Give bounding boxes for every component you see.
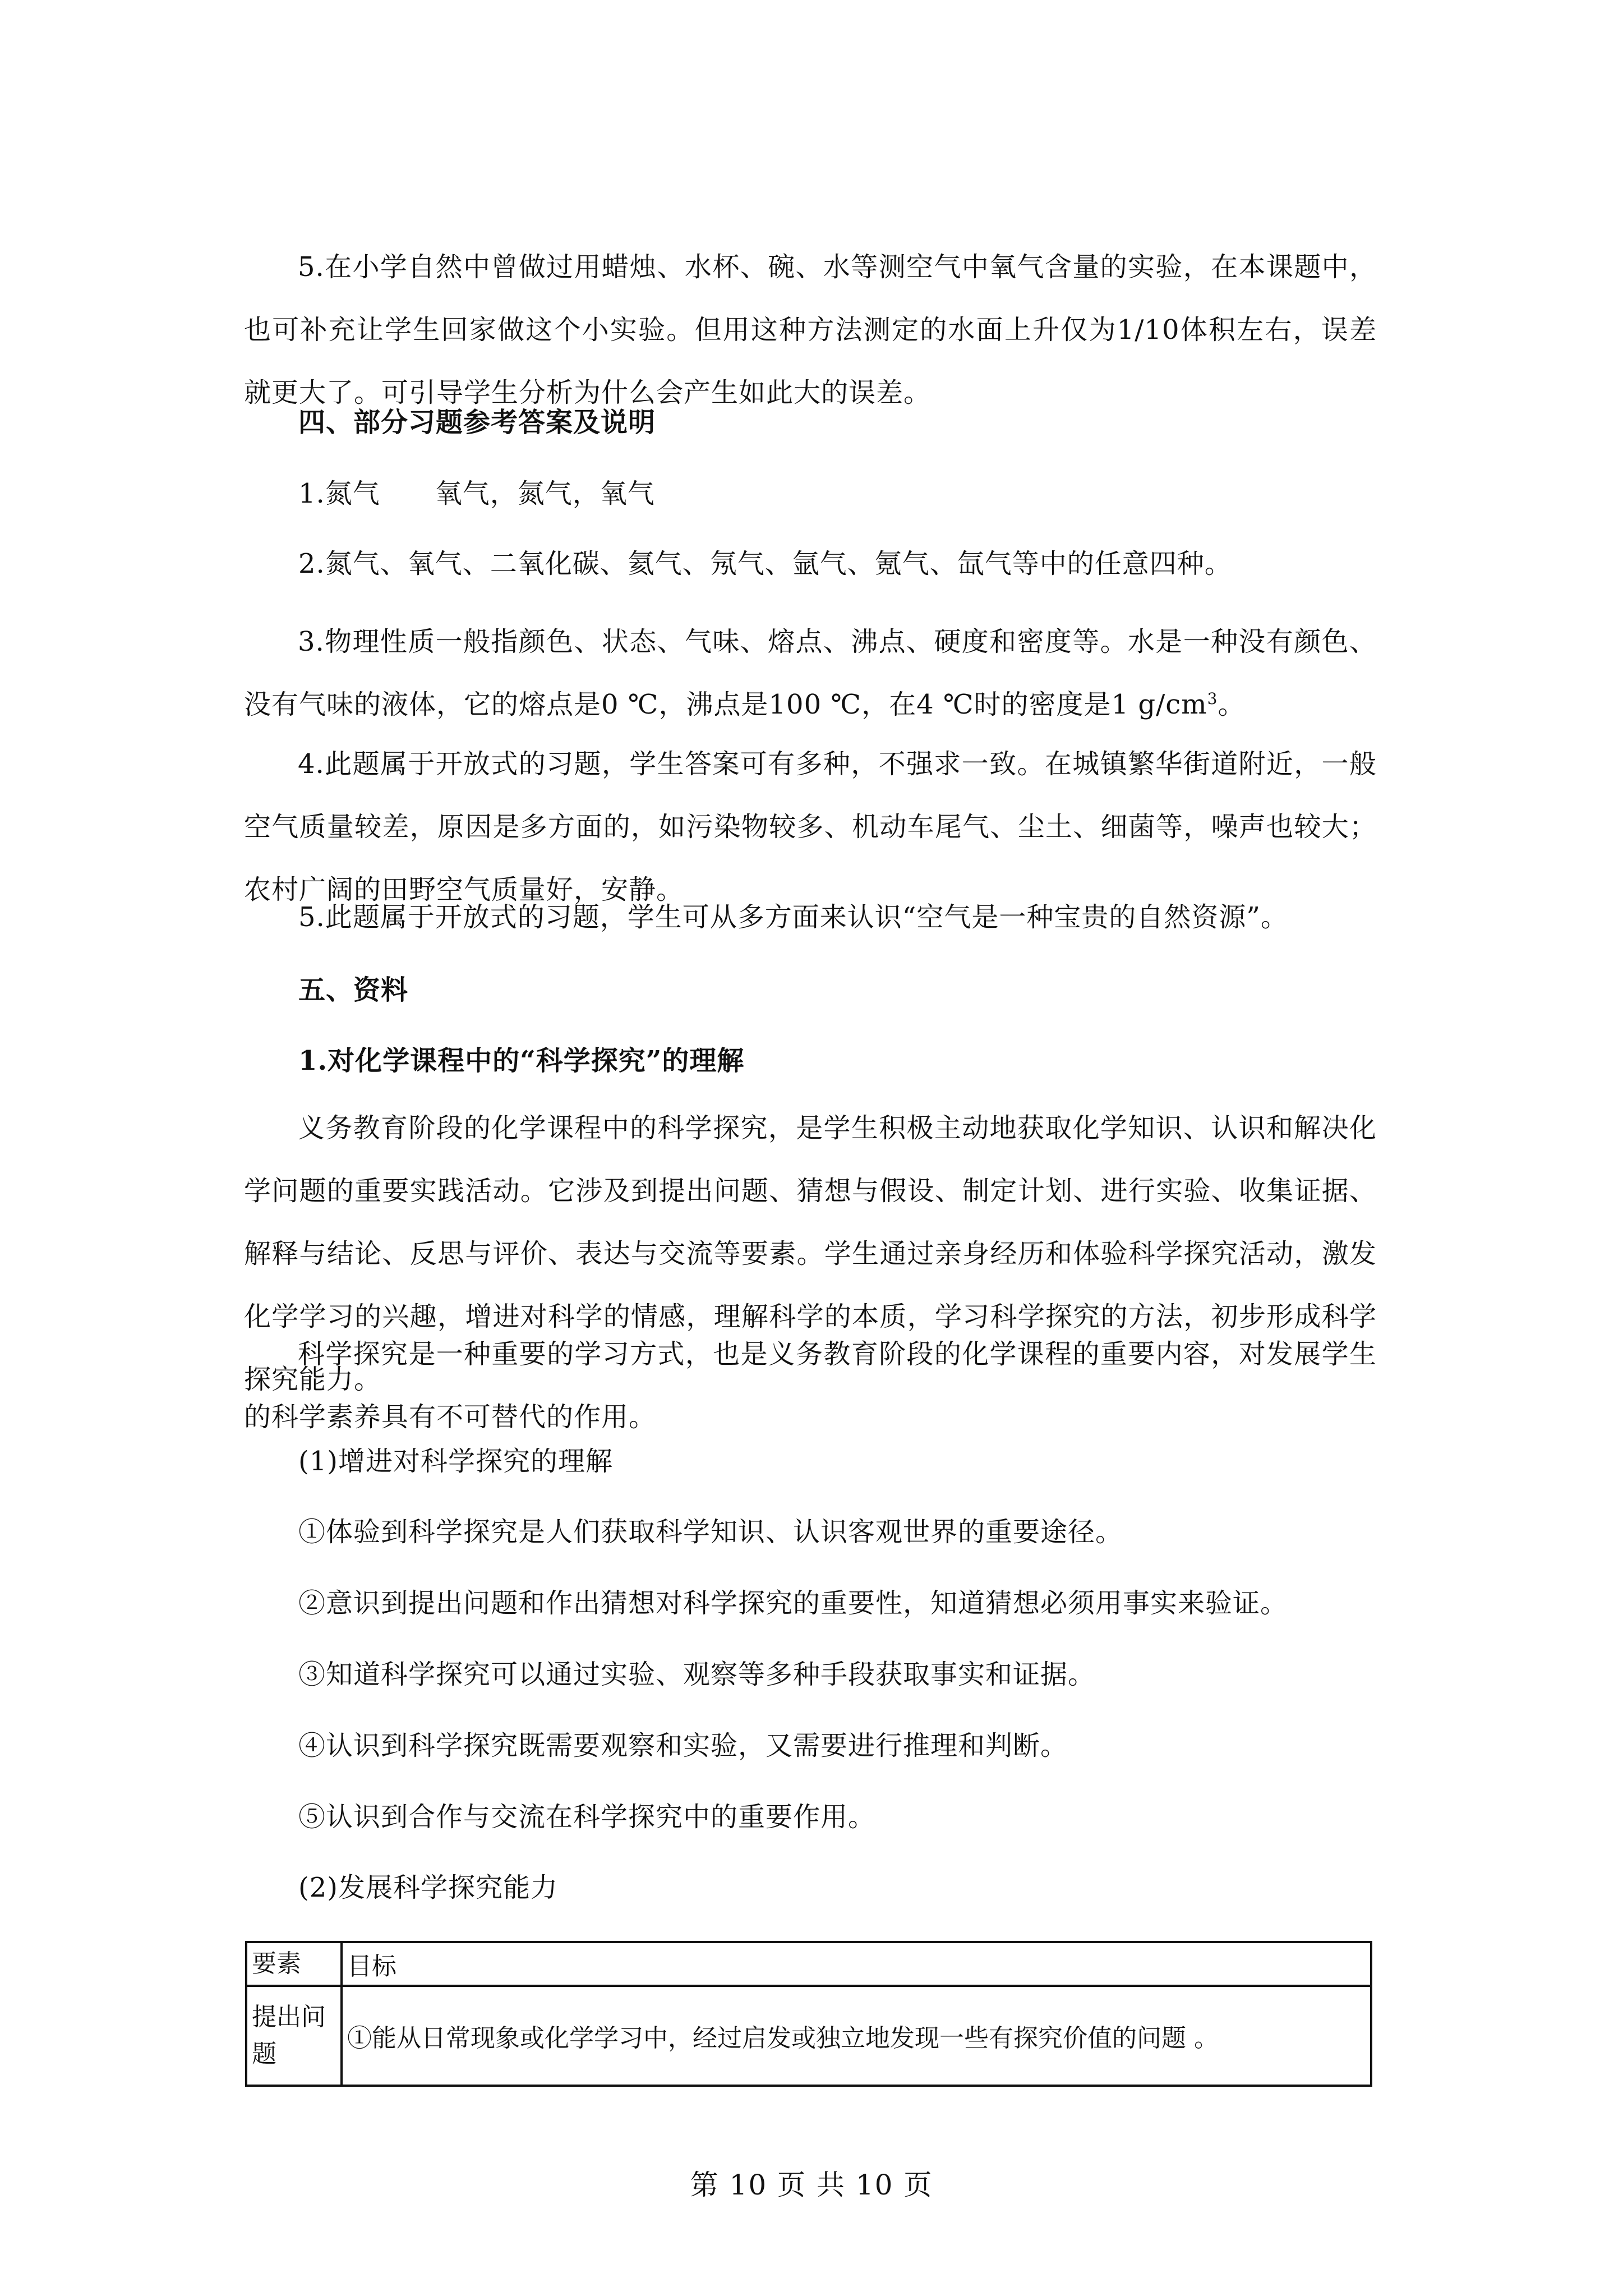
item5-paragraph: 5.在小学自然中曾做过用蜡烛、水杯、碗、水等测空气中氧气含量的实验，在本课题中，也可补充让学生回家做这个小实验。但用这种方法测定的水面上升仅为1/10体积左右，误差就更大了。可引导学生分析为什么会产生如此大的误差。 bbox=[244, 251, 1377, 408]
answer-1: 1.氮气 氧气，氮气，氧气 bbox=[298, 478, 655, 509]
subsection-abilities: (2)发展科学探究能力 bbox=[298, 1872, 558, 1903]
list-item: ③知道科学探究可以通过实验、观察等多种手段获取事实和证据。 bbox=[298, 1659, 1096, 1690]
answer-4: 4.此题属于开放式的习题，学生答案可有多种，不强求一致。在城镇繁华街道附近，一般空气质量较差，原因是多方面的，如污染物较多、机动车尾气、尘土、细菌等，噪声也较大；农村广阔的田野空气质量好，安静。 bbox=[244, 748, 1377, 905]
list-item: ①体验到科学探究是人们获取科学知识、认识客观世界的重要途径。 bbox=[298, 1516, 1123, 1548]
list-item: ⑤认识到合作与交流在科学探究中的重要作用。 bbox=[298, 1801, 876, 1833]
table-row bbox=[246, 1986, 1371, 2086]
answer-3-end: 。 bbox=[1218, 689, 1246, 720]
column-header-element: 要素 bbox=[246, 1942, 342, 1986]
answer-3-superscript: 3 bbox=[1207, 689, 1218, 708]
table-header-row bbox=[246, 1942, 1371, 1986]
section-heading-materials: 五、资料 bbox=[298, 974, 409, 1006]
page-footer: 第 10 页 共 10 页 bbox=[690, 2169, 933, 2201]
table-cell-goal: ①能从日常现象或化学学习中，经过启发或独立地发现一些有探究价值的问题 。 bbox=[342, 1986, 1371, 2086]
subheading-scientific-inquiry: 1.对化学课程中的“科学探究”的理解 bbox=[298, 1045, 745, 1076]
inquiry-paragraph-1: 义务教育阶段的化学课程中的科学探究，是学生积极主动地获取化学知识、认识和解决化学问题的重要实践活动。它涉及到提出问题、猜想与假设、制定计划、进行实验、收集证据、解释与结论、反思与评价、表达与交流等要素。学生通过亲身经历和体验科学探究活动，激发化学学习的兴趣，增进对科学的情感，理解科学的本质，学习科学探究的方法，初步形成科学探究能力。 bbox=[244, 1112, 1377, 1395]
answer-3 bbox=[244, 610, 1377, 736]
inquiry-paragraph-2: 科学探究是一种重要的学习方式，也是义务教育阶段的化学课程的重要内容，对发展学生的科学素养具有不可替代的作用。 bbox=[244, 1338, 1377, 1433]
table-cell-element: 提出问题 bbox=[246, 1986, 342, 2086]
answer-2: 2.氮气、氧气、二氧化碳、氦气、氖气、氩气、氪气、氙气等中的任意四种。 bbox=[298, 548, 1232, 579]
inquiry-goals-table bbox=[245, 1941, 1372, 2087]
list-item: ④认识到科学探究既需要观察和实验，又需要进行推理和判断。 bbox=[298, 1730, 1068, 1761]
list-item: ②意识到提出问题和作出猜想对科学探究的重要性，知道猜想必须用事实来验证。 bbox=[298, 1588, 1288, 1619]
section-heading-exercises: 四、部分习题参考答案及说明 bbox=[298, 407, 656, 438]
subsection-understanding: (1)增进对科学探究的理解 bbox=[298, 1446, 613, 1477]
answer-5: 5.此题属于开放式的习题，学生可从多方面来认识“空气是一种宝贵的自然资源”。 bbox=[298, 901, 1288, 933]
answer-3-text: 3.物理性质一般指颜色、状态、气味、熔点、沸点、硬度和密度等。水是一种没有颜色、没有气味的液体，它的熔点是0 ℃，沸点是100 ℃，在4 ℃时的密度是1 g/cm bbox=[244, 626, 1377, 720]
column-header-goal: 目标 bbox=[342, 1942, 1371, 1986]
